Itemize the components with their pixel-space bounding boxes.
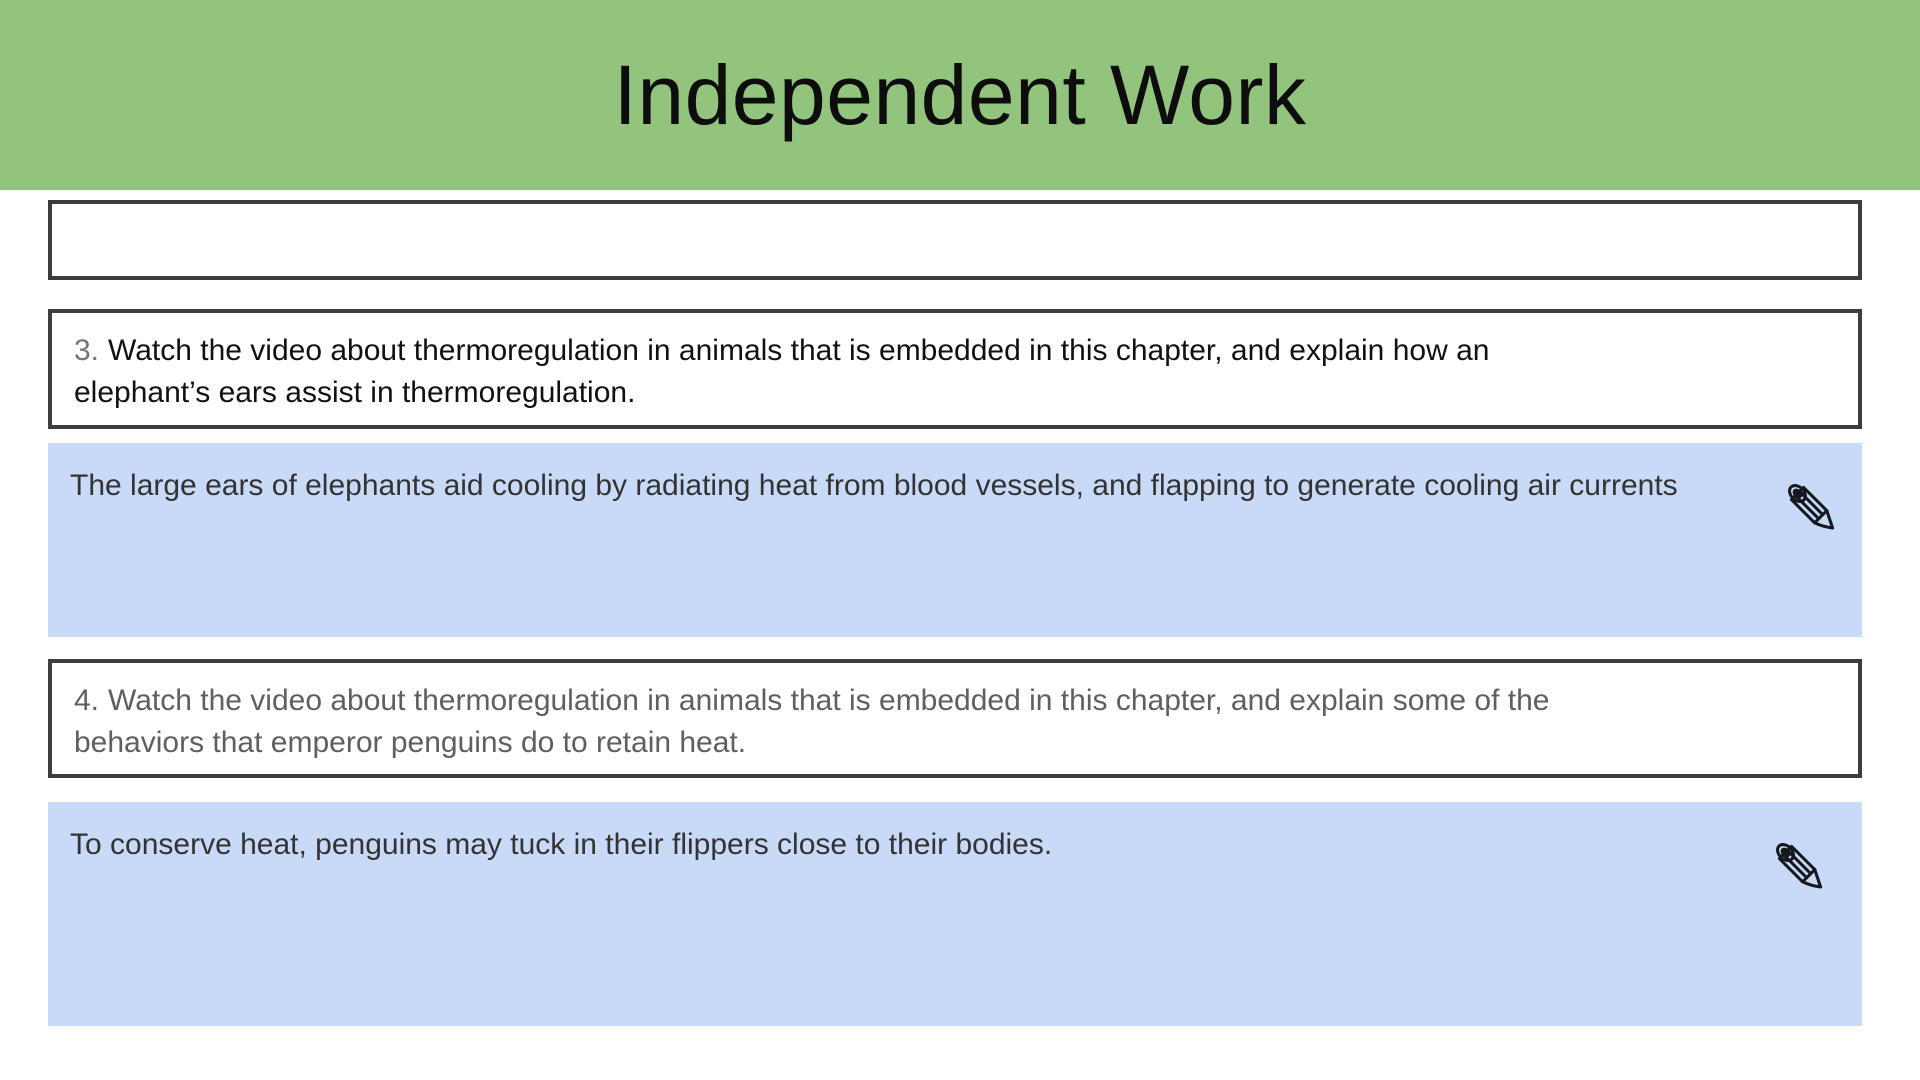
answer-4-input-area[interactable] xyxy=(48,802,1862,1026)
answer-3-text[interactable]: The large ears of elephants aid cooling by radiating heat from blood vessels, and flapping to generate cooling air currents xyxy=(70,469,1678,502)
answer-4-text[interactable]: To conserve heat, penguins may tuck in their flippers close to their bodies. xyxy=(70,828,1053,861)
answer-3-input-area[interactable] xyxy=(48,443,1862,637)
question-3-box xyxy=(48,309,1862,429)
pencil-icon[interactable] xyxy=(1778,479,1846,537)
pencil-icon[interactable] xyxy=(1766,838,1834,896)
question-4-line-1 xyxy=(74,680,1818,722)
page-title: Independent Work xyxy=(613,47,1307,142)
question-3-line-2: elephant’s ears assist in thermoregulation. xyxy=(74,376,636,409)
question-4-text: Watch the video about thermoregulation in animals that is embedded in this chapter, and explain some of the xyxy=(108,684,1550,717)
question-4-number: 4. xyxy=(74,684,100,717)
empty-response-box xyxy=(48,200,1862,280)
slide-header-banner xyxy=(0,0,1920,190)
question-3-line-1 xyxy=(74,330,1818,372)
question-4-line-2: behaviors that emperor penguins do to retain heat. xyxy=(74,726,747,759)
question-3-text: Watch the video about thermoregulation in animals that is embedded in this chapter, and explain how an xyxy=(108,334,1490,367)
question-3-number: 3. xyxy=(74,334,100,367)
question-4-box xyxy=(48,659,1862,778)
